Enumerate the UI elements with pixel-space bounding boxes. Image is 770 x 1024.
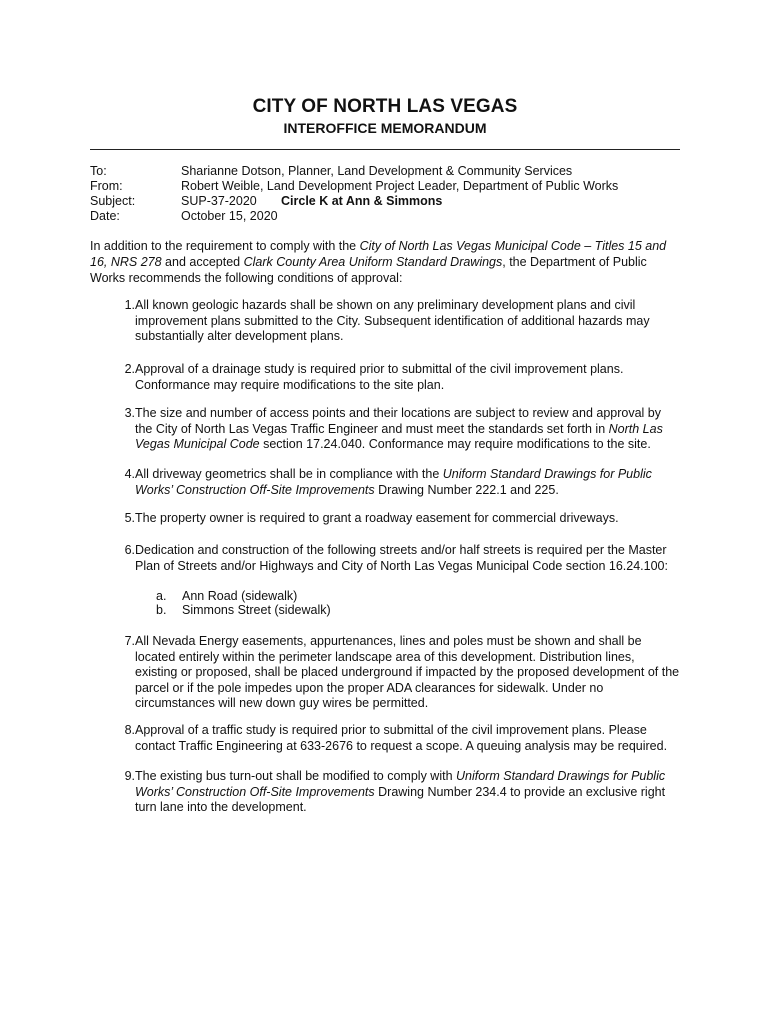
to-value: Sharianne Dotson, Planner, Land Development & Community Services bbox=[181, 164, 573, 178]
sub-text: Simmons Street (sidewalk) bbox=[182, 603, 331, 617]
header-divider bbox=[90, 149, 680, 150]
intro-paragraph bbox=[90, 238, 682, 286]
date-row bbox=[90, 209, 618, 224]
date-label: Date: bbox=[90, 209, 120, 223]
sub-letter: b. bbox=[156, 603, 167, 617]
intro-text-2: and accepted bbox=[161, 255, 244, 269]
condition-number: 9. bbox=[124, 769, 135, 783]
condition-text-part: All driveway geometrics shall be in compliance with the bbox=[135, 467, 443, 481]
condition-text: All known geologic hazards shall be shown on any preliminary development plans and civil improvement plans submitted to the City. Subsequent identification of additional hazards may substantially alter development plans. bbox=[135, 298, 650, 343]
condition-9 bbox=[90, 769, 682, 816]
condition-7 bbox=[90, 634, 682, 712]
date-value: October 15, 2020 bbox=[181, 209, 278, 223]
condition-number: 5. bbox=[124, 511, 135, 525]
intro-text-3: , the Department of Public Works recommends the following conditions of approval: bbox=[90, 255, 647, 285]
condition-number: 8. bbox=[124, 723, 135, 737]
condition-text: Approval of a traffic study is required prior to submittal of the civil improvement plans. Please contact Traffic Engineering at 633-2676 to request a scope. A queuing analysis may be required. bbox=[135, 723, 668, 753]
intro-italic-2: Clark County Area Uniform Standard Drawings bbox=[243, 255, 503, 269]
sub-text: Ann Road (sidewalk) bbox=[182, 589, 298, 603]
subject-value bbox=[181, 194, 442, 209]
subject-row bbox=[90, 194, 618, 209]
to-label: To: bbox=[90, 164, 107, 178]
from-row bbox=[90, 179, 618, 194]
condition-number: 3. bbox=[124, 406, 135, 420]
condition-text bbox=[135, 467, 680, 498]
memo-subtitle: INTEROFFICE MEMORANDUM bbox=[283, 120, 487, 136]
condition-text bbox=[135, 406, 680, 453]
condition-number: 6. bbox=[124, 543, 135, 557]
condition-text bbox=[135, 769, 680, 816]
condition-text-part: Drawing Number 222.1 and 225. bbox=[374, 482, 559, 497]
condition-3 bbox=[90, 406, 682, 453]
condition-text: Dedication and construction of the following streets and/or half streets is required per the Master Plan of Streets and/or Highways and City of North Las Vegas Municipal Code section 16.24.100: bbox=[135, 543, 668, 573]
condition-number: 4. bbox=[124, 467, 135, 481]
condition-italic: Uniform Standard Drawings for Public Works’ Construction Off-Site Improvements bbox=[135, 467, 652, 497]
memo-header bbox=[90, 164, 618, 224]
condition-text: The property owner is required to grant a roadway easement for commercial driveways. bbox=[135, 511, 619, 525]
condition-text-part: Drawing Number 234.4 to provide an exclusive right turn lane into the development. bbox=[135, 784, 666, 814]
condition-number: 1. bbox=[124, 298, 135, 312]
condition-8 bbox=[90, 723, 682, 754]
condition-1 bbox=[90, 298, 682, 345]
subject-title: Circle K at Ann & Simmons bbox=[281, 194, 443, 208]
condition-4 bbox=[90, 467, 682, 498]
subject-label: Subject: bbox=[90, 194, 136, 208]
condition-text-part: The existing bus turn-out shall be modified to comply with bbox=[135, 769, 456, 783]
condition-6a bbox=[156, 589, 297, 604]
to-row bbox=[90, 164, 618, 179]
condition-text: Approval of a drainage study is required prior to submittal of the civil improvement plans. Conformance may require modifications to the site plan. bbox=[135, 362, 624, 392]
condition-text: All Nevada Energy easements, appurtenances, lines and poles must be shown and shall be located entirely within the perimeter landscape area of this development. Distribution lines, existing or proposed, shall be placed underground if impacted by the proposed development of the parcel or if the pole impedes upon the proper ADA clearances for sidewalk. Under no circumstances will new down guy wires be permitted. bbox=[135, 634, 680, 710]
intro-italic-1: City of North Las Vegas Municipal Code – Titles 15 and 16, NRS 278 bbox=[90, 239, 667, 269]
condition-text-part: section 17.24.040. Conformance may require modifications to the site. bbox=[259, 437, 651, 451]
condition-italic: North Las Vegas Municipal Code bbox=[135, 421, 663, 451]
condition-italic: Uniform Standard Drawings for Public Works’ Construction Off-Site Improvements bbox=[135, 769, 666, 799]
from-value: Robert Weible, Land Development Project Leader, Department of Public Works bbox=[181, 179, 619, 193]
condition-number: 7. bbox=[124, 634, 135, 648]
condition-2 bbox=[90, 362, 682, 393]
condition-number: 2. bbox=[124, 362, 135, 376]
condition-5 bbox=[90, 511, 682, 527]
from-label: From: bbox=[90, 179, 123, 193]
condition-6 bbox=[90, 543, 682, 574]
condition-text-part: The size and number of access points and their locations are subject to review and approval by the City of North Las Vegas Traffic Engineer and must meet the standards set forth in bbox=[135, 406, 661, 436]
memo-title: CITY OF NORTH LAS VEGAS bbox=[252, 96, 518, 117]
intro-text-1: In addition to the requirement to comply with the bbox=[90, 239, 360, 253]
condition-6b bbox=[156, 603, 331, 618]
subject-code: SUP-37-2020 bbox=[181, 194, 257, 208]
sub-letter: a. bbox=[156, 589, 167, 603]
